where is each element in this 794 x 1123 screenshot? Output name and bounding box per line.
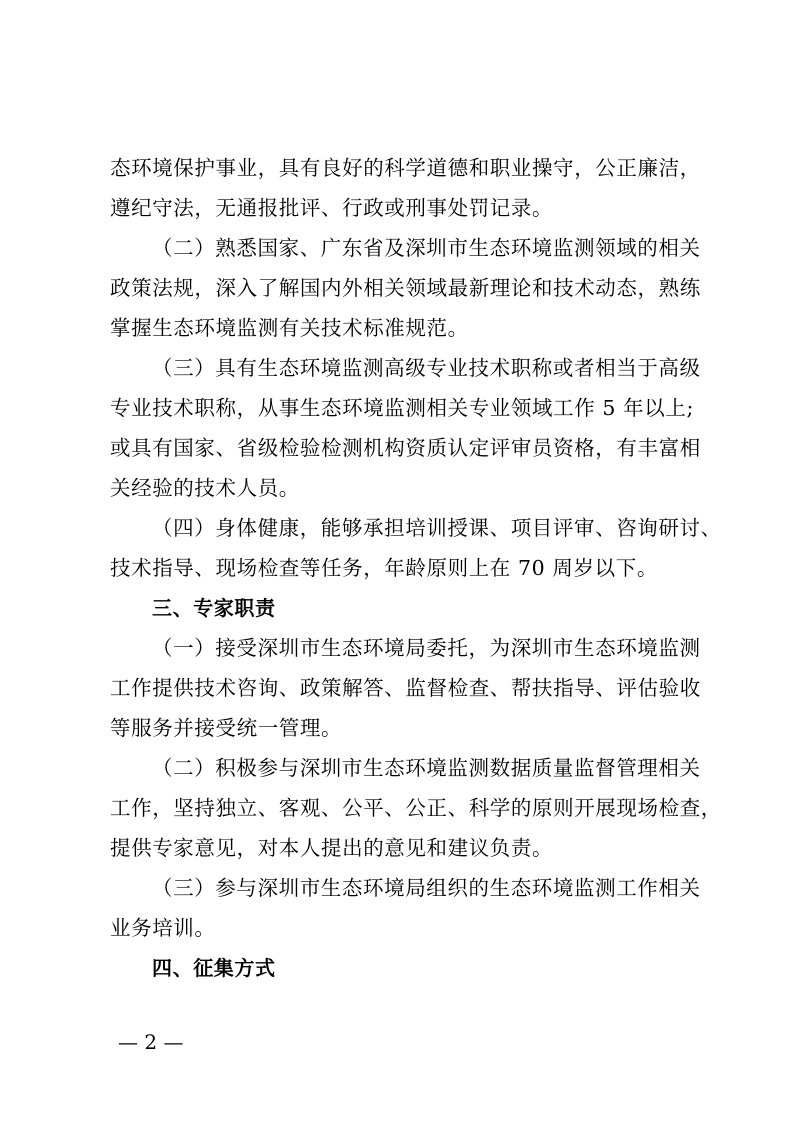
body-line: 工作提供技术咨询、政策解答、监督检查、帮扶指导、评估验收 [110, 676, 701, 700]
body-line: 提供专家意见，对本人提出的意见和建议负责。 [110, 836, 554, 860]
body-line: 掌握生态环境监测有关技术标准规范。 [110, 316, 469, 340]
body-line: 技术指导、现场检查等任务，年龄原则上在 70 周岁以下。 [110, 556, 658, 580]
paragraph-line: （一）接受深圳市生态环境局委托，为深圳市生态环境监测 [152, 636, 701, 660]
body-line: 政策法规，深入了解国内外相关领域最新理论和技术动态，熟练 [110, 276, 701, 300]
paragraph-line: （二）积极参与深圳市生态环境监测数据质量监督管理相关 [152, 756, 701, 780]
body-line: 关经验的技术人员。 [110, 476, 300, 500]
paragraph-line: （二）熟悉国家、广东省及深圳市生态环境监测领域的相关 [152, 236, 701, 260]
body-line: 等服务并接受统一管理。 [110, 716, 343, 740]
body-line: 专业技术职称，从事生态环境监测相关专业领域工作 5 年以上; [110, 396, 694, 420]
body-line: 态环境保护事业，具有良好的科学道德和职业操守，公正廉洁， [110, 156, 701, 180]
paragraph-line: （三）具有生态环境监测高级专业技术职称或者相当于高级 [152, 356, 701, 380]
section-heading: 四、征集方式 [152, 956, 276, 980]
body-line: 工作，坚持独立、客观、公平、公正、科学的原则开展现场检查， [110, 796, 722, 820]
body-line: 业务培训。 [110, 916, 216, 940]
page-number: — 2 — [118, 1030, 184, 1054]
section-heading: 三、专家职责 [152, 596, 276, 620]
body-line: 或具有国家、省级检验检测机构资质认定评审员资格，有丰富相 [110, 436, 701, 460]
body-line: 遵纪守法，无通报批评、行政或刑事处罚记录。 [110, 196, 554, 220]
paragraph-line: （四）身体健康，能够承担培训授课、项目评审、咨询研讨、 [152, 516, 722, 540]
paragraph-line: （三）参与深圳市生态环境局组织的生态环境监测工作相关 [152, 876, 701, 900]
